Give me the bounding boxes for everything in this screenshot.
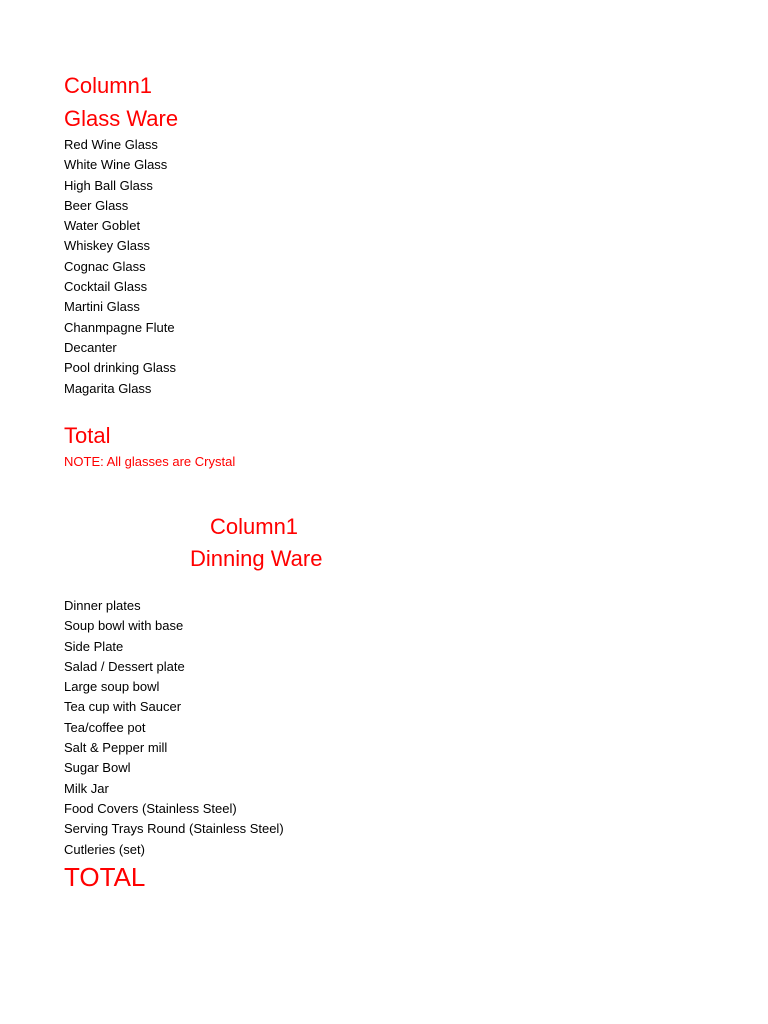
glass-column-label: Column1 — [64, 73, 153, 98]
glass-note: NOTE: All glasses are Crystal — [64, 454, 236, 469]
list-item: Side Plate — [64, 638, 124, 654]
glass-section-title: Glass Ware — [64, 106, 179, 131]
list-item: Beer Glass — [64, 197, 129, 213]
list-item: Pool drinking Glass — [64, 360, 176, 376]
list-item: High Ball Glass — [64, 177, 153, 193]
glass-item-list — [64, 135, 176, 399]
list-item: Red Wine Glass — [64, 137, 158, 152]
list-item: Tea cup with Saucer — [64, 699, 182, 715]
list-item: Dinner plates — [64, 598, 141, 613]
list-item: Cocktail Glass — [64, 279, 148, 295]
list-item: Salt & Pepper mill — [64, 740, 168, 756]
dining-section-title: Dinning Ware — [190, 546, 323, 571]
list-item: Large soup bowl — [64, 679, 160, 695]
list-item: Cutleries (set) — [64, 841, 145, 857]
list-item: Water Goblet — [64, 218, 141, 234]
dining-item-list — [64, 596, 284, 860]
list-item: Serving Trays Round (Stainless Steel) — [64, 821, 284, 837]
list-item: Soup bowl with base — [64, 618, 184, 634]
list-item: Sugar Bowl — [64, 760, 131, 776]
dining-column-label: Column1 — [210, 514, 299, 539]
list-item: Cognac Glass — [64, 258, 146, 274]
list-item: Martini Glass — [64, 299, 140, 315]
list-item: Salad / Dessert plate — [64, 658, 185, 674]
list-item: Magarita Glass — [64, 380, 152, 396]
list-item: Milk Jar — [64, 780, 109, 796]
list-item: Whiskey Glass — [64, 238, 150, 254]
glass-total-label: Total — [64, 423, 111, 448]
list-item: Decanter — [64, 339, 117, 355]
list-item: Food Covers (Stainless Steel) — [64, 800, 237, 816]
list-item: Chanmpagne Flute — [64, 319, 175, 335]
list-item: Tea/coffee pot — [64, 719, 146, 735]
dining-total-label: TOTAL — [64, 862, 146, 892]
list-item: White Wine Glass — [64, 157, 168, 173]
